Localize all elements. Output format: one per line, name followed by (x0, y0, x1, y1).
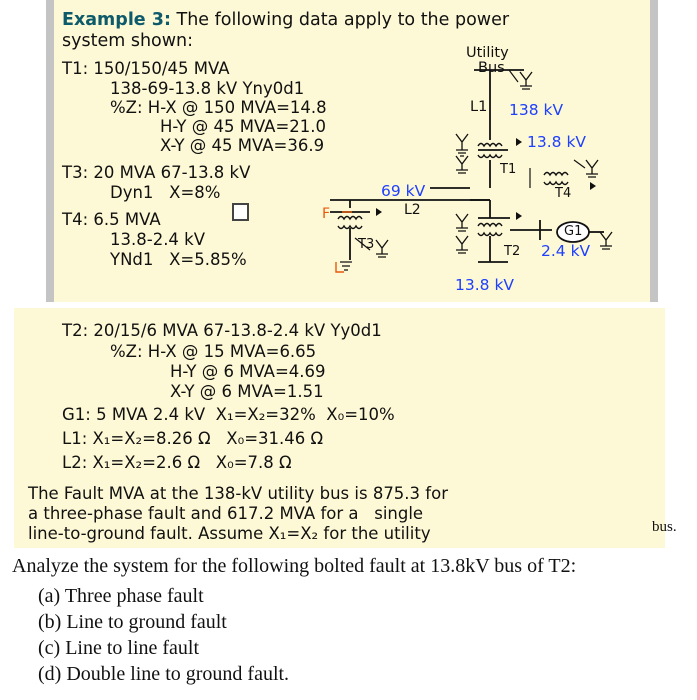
138kv-label: 138 kV (509, 101, 564, 119)
t2-rating: T2: 20/15/6 MVA 67-13.8-2.4 kV Yy0d1 (62, 321, 382, 340)
t1-z-xy: X-Y @ 45 MVA=36.9 (160, 136, 325, 155)
13.8kv-bottom-label: 13.8 kV (455, 276, 515, 294)
t3-diagram-label: T3 (358, 237, 375, 252)
l1-label: L1 (470, 99, 488, 115)
69kv-label: 69 kV (381, 182, 426, 200)
t1-voltage: 138-69-13.8 kV Yny0d1 (110, 79, 305, 98)
t1-label: T1 (500, 162, 517, 177)
fault-text-bus: bus. (652, 519, 677, 535)
example-intro-2: system shown: (62, 31, 194, 51)
t3-rating: T3: 20 MVA 67-13.8 kV (62, 163, 251, 182)
example-intro: The following data apply to the power (170, 10, 510, 30)
l2-params: L2: X₁=X₂=2.6 Ω X₀=7.8 Ω (62, 453, 292, 472)
t4-voltage: 13.8-2.4 kV (110, 230, 206, 249)
utility-label: Utility (466, 45, 509, 61)
t4-params: YNd1 X=5.85% (110, 250, 247, 269)
g1-params: G1: 5 MVA 2.4 kV X₁=X₂=32% X₀=10% (62, 405, 395, 424)
t1-rating: T1: 150/150/45 MVA (62, 59, 230, 78)
question-item: (b) Line to ground fault (38, 611, 227, 633)
t1-z-hx: %Z: H-X @ 150 MVA=14.8 (110, 98, 327, 117)
t2-z-hx: %Z: H-X @ 15 MVA=6.65 (110, 342, 317, 361)
fault-label: F (322, 206, 331, 222)
t1-z-hy: H-Y @ 45 MVA=21.0 (160, 117, 327, 136)
question-item: (d) Double line to ground fault. (38, 663, 290, 685)
t2-diagram-label: T2 (504, 244, 521, 259)
question-item: (a) Three phase fault (38, 585, 204, 607)
fault-text-3: line-to-ground fault. Assume X₁=X₂ for the utility (28, 524, 431, 543)
t4-rating: T4: 6.5 MVA (62, 210, 161, 229)
example-label: Example 3: (62, 10, 171, 30)
fault-text-2: a three-phase fault and 617.2 MVA for a single (28, 504, 424, 523)
t2-z-xy: X-Y @ 6 MVA=1.51 (170, 382, 324, 401)
t3-params: Dyn1 X=8% (110, 183, 221, 202)
t4-diagram-label: T4 (555, 186, 572, 201)
question-item: (c) Line to line fault (38, 637, 200, 659)
13.8kv-top-label: 13.8 kV (527, 133, 587, 151)
g1-diagram-label: G1 (564, 224, 583, 239)
question-prompt: Analyze the system for the following bolted fault at 13.8kV bus of T2: (12, 555, 577, 577)
bus-label: Bus (478, 60, 505, 76)
fault-text-1: The Fault MVA at the 138-kV utility bus is 875.3 for (28, 484, 448, 503)
l1-params: L1: X₁=X₂=8.26 Ω X₀=31.46 Ω (62, 429, 324, 448)
2.4kv-label: 2.4 kV (541, 242, 591, 260)
t2-z-hy: H-Y @ 6 MVA=4.69 (170, 362, 326, 381)
l2-label: L2 (404, 202, 421, 218)
